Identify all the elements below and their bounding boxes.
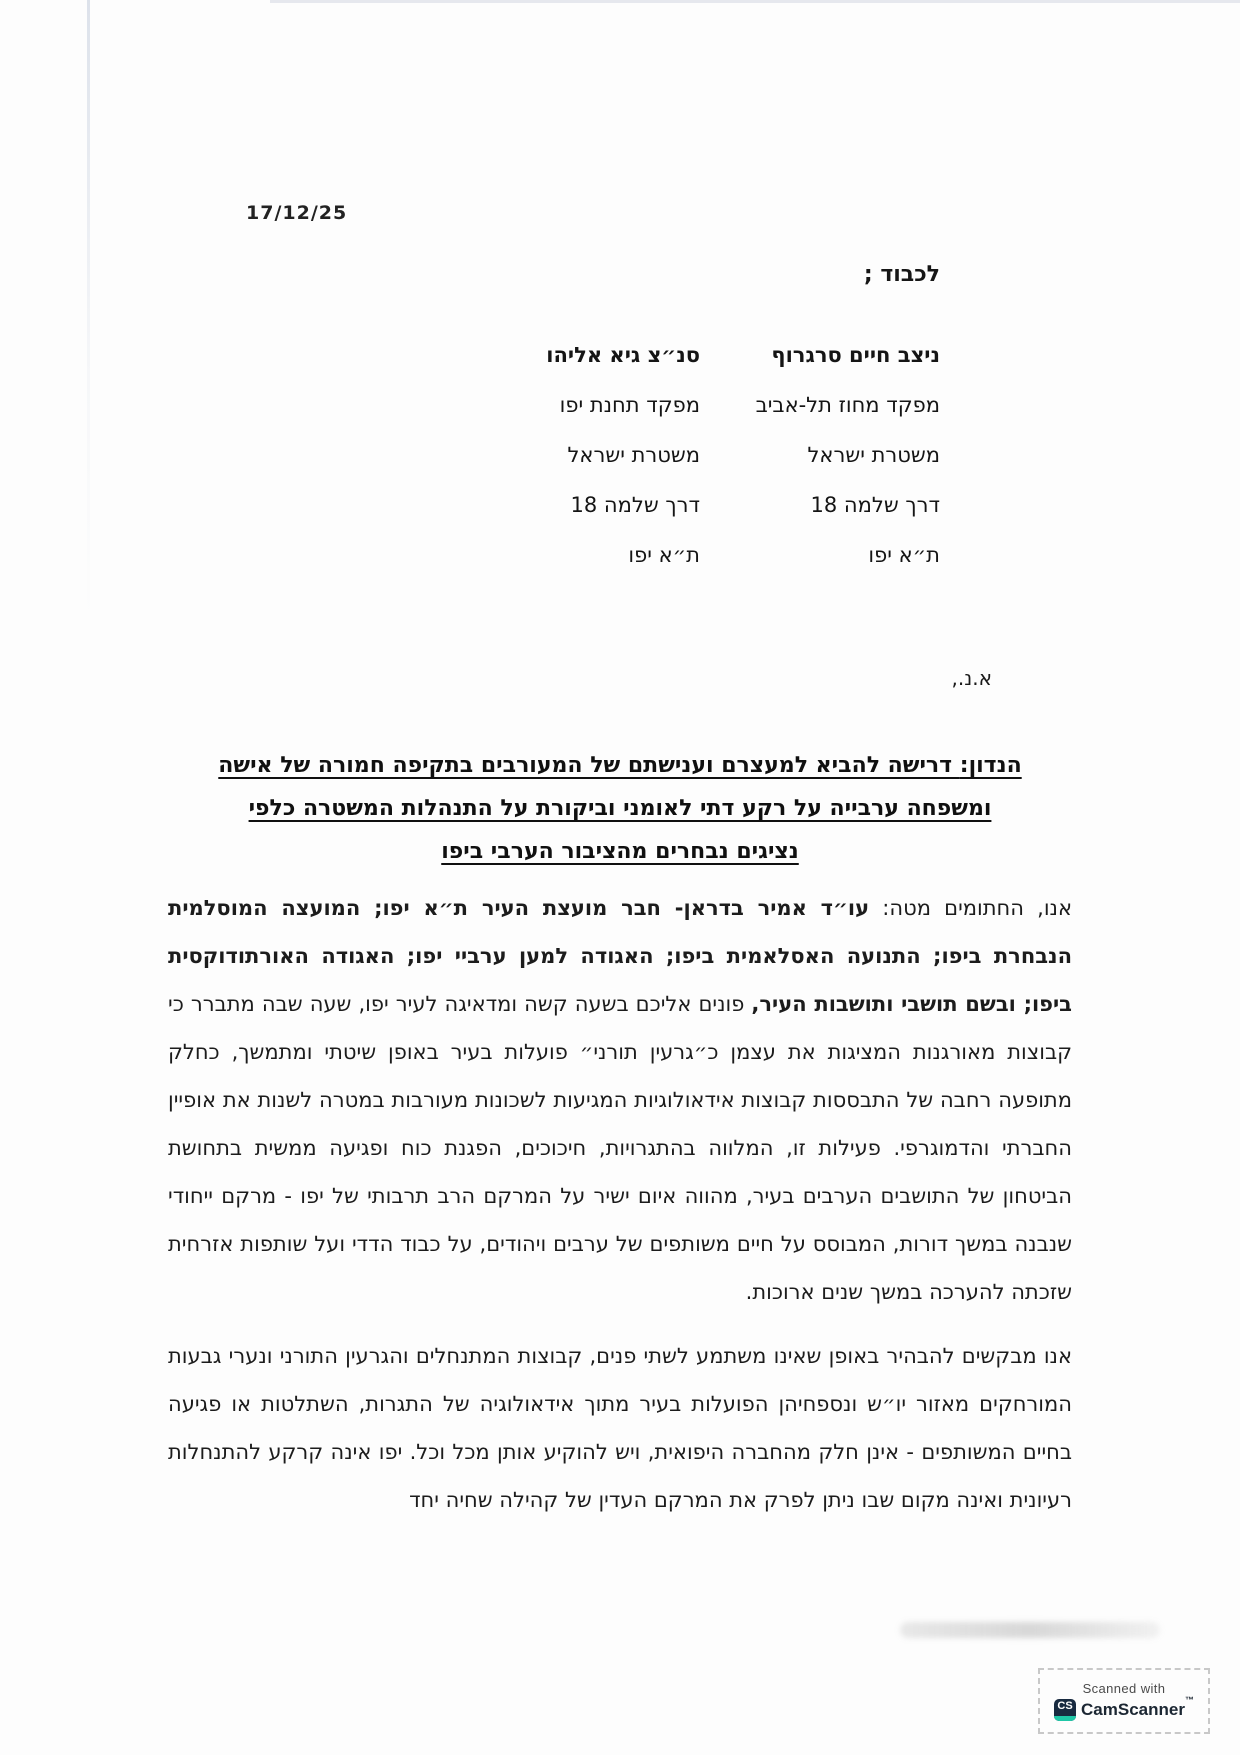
p1-signatories: עו״ד אמיר בדראן- חבר מועצת העיר ת״א יפו; המועצה המוסלמית הנבחרת ביפו; התנועה האסלאמית ביפו; האגודה למען ערביי יפו; האגודה האורתודוקסית ביפו; ובשם תושבי ותושבות העיר, — [168, 896, 1072, 1016]
body-paragraph-2: אנו מבקשים להבהיר באופן שאינו משתמע לשתי פנים, קבוצות המתנחלים והגרעין התורני ונערי גבעות המורחקים מאזור יו״ש ונספחיהן הפועלות בעיר מתוך אידאולוגיה של התגרות, השתלטות או פגיעה בחיים המשותפים - אינן חלק מהחברה היפואית, ויש להוקיע אותן מכל וכל. יפו אינה קרקע להתנחלות רעיונית ואינה מקום שבו ניתן לפרק את המרקם העדין של קהילה שחיה יחד — [168, 1344, 1072, 1512]
camscanner-brand-name: CamScanner™ — [1081, 1695, 1194, 1719]
scan-edge-artifact-left — [87, 0, 90, 620]
p1-main-text: פונים אליכם בשעה קשה ומדאיגה לעיר יפו, שעה שבה מתברר כי קבוצות מאורגנות המציגות את עצמן כ״גרעין תורני״ פועלות בעיר באופן שיטתי ומתמשך, כחלק מתופעה רחבה של התבססות קבוצות אידאולוגיות המגיעות לשכונות מעורבות במטרה לשנות את אופיין החברתי והדמוגרפי. פעילות זו, המלווה בהתגרויות, חיכוכים, הפגנת כוח ופגיעה ממשית בתחושת הביטחון של התושבים הערבים בעיר, מהווה איום ישיר על המרקם הרב תרבותי של יפו - מרקם ייחודי שנבנה במשך דורות, המבוסס על חיים משותפים של ערבים ויהודים, על כבוד הדדי ועל שותפות אזרחית שזכתה להערכה במשך שנים ארוכות. — [168, 992, 1072, 1304]
recipient-street: דרך שלמה 18 — [810, 493, 940, 517]
camscanner-watermark — [1038, 1668, 1210, 1734]
recipient-block-district-commander — [756, 330, 940, 580]
camscanner-brand-row — [1054, 1695, 1194, 1721]
salutation: לכבוד ; — [863, 262, 940, 287]
camscanner-cs-icon: CS — [1054, 1699, 1076, 1721]
scanned-with-label: Scanned with — [1082, 1681, 1166, 1696]
recipient-org: משטרת ישראל — [807, 443, 940, 467]
recipient-name: ניצב חיים סרגרוף — [771, 343, 940, 367]
letter-date: 17/12/25 — [246, 202, 348, 224]
subject-line-3: נציגים נבחרים מהציבור הערבי ביפו — [441, 839, 799, 864]
subject-line-2: ומשפחה ערבייה על רקע דתי לאומני וביקורת על התנהלות המשטרה כלפי — [248, 796, 992, 821]
scan-edge-artifact-top — [270, 0, 1240, 3]
recipient-city: ת״א יפו — [628, 543, 700, 567]
subject-label: הנדון: — [959, 753, 1022, 778]
greeting: א.נ., — [951, 666, 992, 690]
subject-line-1: הנדון: דרישה להביא למעצרם וענישתם של המעורבים בתקיפה חמורה של אישה — [218, 753, 1022, 778]
subject-heading — [170, 744, 1070, 873]
recipient-org: משטרת ישראל — [567, 443, 700, 467]
cs-icon-teal-bar — [1054, 1716, 1076, 1721]
trademark-symbol: ™ — [1184, 1695, 1194, 1705]
recipient-city: ת״א יפו — [868, 543, 940, 567]
recipient-block-station-commander — [546, 330, 700, 580]
p1-intro: אנו, החתומים מטה: — [869, 896, 1072, 920]
body-paragraph-1 — [168, 884, 1072, 1316]
recipient-role: מפקד תחנת יפו — [559, 393, 700, 417]
recipient-name: סנ״צ גיא אליהו — [546, 343, 700, 367]
recipient-street: דרך שלמה 18 — [570, 493, 700, 517]
recipient-role: מפקד מחוז תל-אביב — [755, 393, 940, 417]
scan-smudge-artifact — [900, 1622, 1160, 1638]
